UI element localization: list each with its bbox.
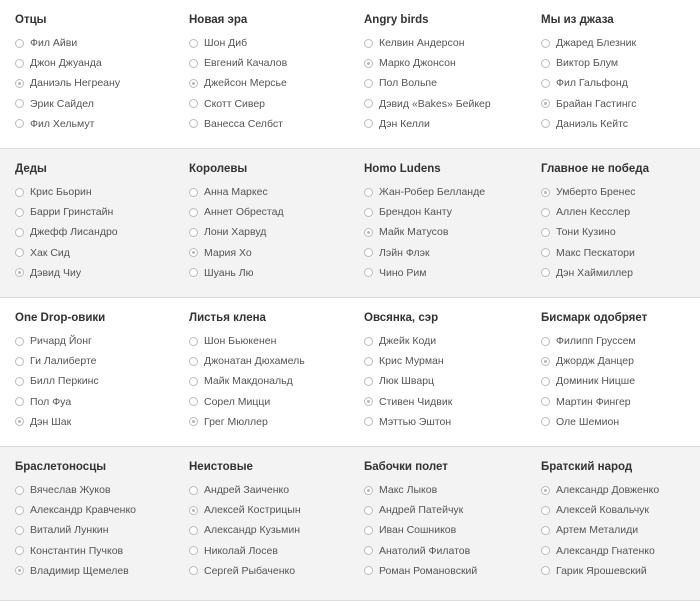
player-option[interactable] [364,73,534,93]
player-name: Макс Лыков [379,484,438,497]
player-name: Скотт Сивер [204,97,266,110]
player-option[interactable] [15,222,185,242]
player-option[interactable] [15,202,185,222]
category-group [541,13,700,134]
player-option[interactable] [189,114,359,134]
player-option[interactable] [189,94,359,114]
radio-unchecked[interactable] [364,546,373,555]
player-name: Евгений Качалов [204,57,288,70]
category-group [189,13,359,134]
category-title: Мы из джаза [541,14,614,26]
player-option[interactable] [541,73,700,93]
player-option[interactable] [541,541,700,561]
radio-unchecked[interactable] [364,526,373,535]
player-name: Мэттью Эштон [379,415,452,428]
category-section [0,0,700,149]
radio-unchecked[interactable] [189,486,198,495]
radio-unchecked[interactable] [364,268,373,277]
radio-checked[interactable] [15,417,24,426]
player-name: Джон Джуанда [30,57,102,70]
radio-unchecked[interactable] [189,337,198,346]
player-name: Лэйн Флэк [379,246,430,259]
radio-checked[interactable] [364,397,373,406]
category-group [364,460,534,581]
player-name: Александр Кузьмин [204,524,300,537]
player-name: Дэвид «Bakes» Бейкер [379,97,491,110]
radio-unchecked[interactable] [15,506,24,515]
player-name: Оле Шемион [556,415,620,428]
player-option[interactable] [364,412,534,432]
radio-checked[interactable] [15,79,24,88]
radio-unchecked[interactable] [189,119,198,128]
player-option[interactable] [15,392,185,412]
radio-unchecked[interactable] [364,119,373,128]
radio-unchecked[interactable] [15,397,24,406]
player-name: Грег Мюллер [204,415,268,428]
player-name: Шуань Лю [204,266,254,279]
player-name: Джейсон Мерсье [204,77,287,90]
radio-checked[interactable] [541,357,550,366]
player-option[interactable] [541,33,700,53]
player-name: Александр Кравченко [30,504,137,517]
player-option[interactable] [541,202,700,222]
radio-unchecked[interactable] [541,39,550,48]
radio-unchecked[interactable] [189,566,198,575]
player-option[interactable] [364,243,534,263]
player-option[interactable] [364,331,534,351]
category-group [15,311,185,432]
radio-unchecked[interactable] [189,526,198,535]
radio-unchecked[interactable] [364,357,373,366]
player-option[interactable] [189,351,359,371]
player-name: Марко Джонсон [379,57,456,70]
category-group [541,162,700,283]
player-option[interactable] [541,114,700,134]
radio-unchecked[interactable] [189,377,198,386]
radio-checked[interactable] [364,486,373,495]
player-name: Крис Мурман [379,355,444,368]
player-name: Александр Гнатенко [556,544,655,557]
radio-unchecked[interactable] [364,188,373,197]
category-title: Отцы [15,14,47,26]
radio-checked[interactable] [364,228,373,237]
player-name: Константин Пучков [30,544,124,557]
radio-unchecked[interactable] [15,208,24,217]
player-option[interactable] [15,351,185,371]
radio-checked[interactable] [189,248,198,257]
player-option[interactable] [189,480,359,500]
radio-unchecked[interactable] [15,228,24,237]
player-name: Аллен Кесслер [556,206,631,219]
radio-unchecked[interactable] [189,59,198,68]
player-name: Люк Шварц [379,375,435,388]
player-option[interactable] [364,222,534,242]
player-option[interactable] [189,371,359,391]
player-name: Джордж Данцер [556,355,634,368]
player-name: Стивен Чидвик [379,395,453,408]
category-group [15,162,185,283]
player-option[interactable] [189,33,359,53]
player-name: Тони Кузино [556,226,616,239]
radio-unchecked[interactable] [364,417,373,426]
player-option[interactable] [541,500,700,520]
player-name: Билл Перкинс [30,375,99,388]
player-name: Николай Лосев [204,544,278,557]
radio-unchecked[interactable] [541,506,550,515]
player-option[interactable] [364,263,534,283]
player-option[interactable] [541,182,700,202]
player-option[interactable] [541,222,700,242]
category-title: Браслетоносцы [15,461,107,473]
player-name: Брайан Гастингс [556,97,637,110]
player-name: Пол Фуа [30,395,72,408]
player-option[interactable] [15,520,185,540]
player-option[interactable] [541,94,700,114]
category-title: Главное не победа [541,163,649,175]
player-name: Аннет Обрестад [204,206,284,219]
radio-unchecked[interactable] [15,486,24,495]
player-option[interactable] [15,182,185,202]
player-name: Ричард Йонг [30,335,92,348]
radio-unchecked[interactable] [541,79,550,88]
radio-unchecked[interactable] [364,79,373,88]
player-name: Пол Вольпе [379,77,437,90]
radio-unchecked[interactable] [364,506,373,515]
radio-unchecked[interactable] [364,99,373,108]
radio-unchecked[interactable] [364,566,373,575]
player-option[interactable] [541,371,700,391]
player-name: Ги Лалиберте [30,355,97,368]
radio-unchecked[interactable] [541,337,550,346]
player-name: Джефф Лисандро [30,226,118,239]
category-group [15,13,185,134]
category-group [541,311,700,432]
radio-unchecked[interactable] [189,208,198,217]
player-name: Вячеслав Жуков [30,484,111,497]
radio-checked[interactable] [364,59,373,68]
player-name: Дэн Келли [379,117,430,130]
player-option[interactable] [15,73,185,93]
player-name: Дэн Хаймиллер [556,266,633,279]
radio-unchecked[interactable] [15,59,24,68]
player-option[interactable] [364,53,534,73]
radio-unchecked[interactable] [541,546,550,555]
category-title: Бабочки полет [364,461,448,473]
player-option[interactable] [189,182,359,202]
category-section [0,149,700,298]
player-option[interactable] [189,520,359,540]
player-name: Умберто Бренес [556,186,636,199]
radio-unchecked[interactable] [15,119,24,128]
player-option[interactable] [541,520,700,540]
radio-unchecked[interactable] [15,188,24,197]
radio-unchecked[interactable] [15,337,24,346]
category-section [0,298,700,447]
player-option[interactable] [364,33,534,53]
category-group [189,311,359,432]
player-name: Анна Маркес [204,186,268,199]
player-name: Сорел Мицци [204,395,271,408]
player-option[interactable] [189,243,359,263]
category-group [189,460,359,581]
player-name: Гарик Ярошевский [556,564,647,577]
player-name: Макс Пескатори [556,246,635,259]
player-option[interactable] [15,33,185,53]
radio-unchecked[interactable] [189,268,198,277]
player-name: Иван Сошников [379,524,457,537]
player-option[interactable] [364,182,534,202]
category-group [364,162,534,283]
radio-unchecked[interactable] [15,546,24,555]
player-option[interactable] [364,480,534,500]
radio-unchecked[interactable] [541,417,550,426]
player-option[interactable] [189,541,359,561]
player-name: Роман Романовский [379,564,478,577]
player-option[interactable] [541,331,700,351]
radio-checked[interactable] [541,188,550,197]
player-option[interactable] [541,243,700,263]
radio-unchecked[interactable] [541,248,550,257]
player-name: Дэн Шак [30,415,72,428]
player-option[interactable] [15,412,185,432]
radio-unchecked[interactable] [189,546,198,555]
player-option[interactable] [15,331,185,351]
radio-unchecked[interactable] [15,39,24,48]
player-name: Виталий Лункин [30,524,109,537]
player-name: Джаред Блезник [556,37,637,50]
category-title: Angry birds [364,14,429,26]
player-name: Алексей Ковальчук [556,504,650,517]
radio-checked[interactable] [15,268,24,277]
radio-unchecked[interactable] [15,357,24,366]
player-option[interactable] [189,222,359,242]
player-option[interactable] [189,202,359,222]
radio-unchecked[interactable] [189,99,198,108]
player-option[interactable] [189,392,359,412]
player-option[interactable] [189,412,359,432]
radio-unchecked[interactable] [364,248,373,257]
player-option[interactable] [364,392,534,412]
radio-unchecked[interactable] [189,39,198,48]
radio-unchecked[interactable] [189,397,198,406]
player-option[interactable] [541,53,700,73]
category-title: Деды [15,163,47,175]
radio-checked[interactable] [541,486,550,495]
player-option[interactable] [189,73,359,93]
category-title: Бисмарк одобряет [541,312,648,324]
player-name: Лони Харвуд [204,226,267,239]
player-name: Хак Сид [30,246,70,259]
radio-unchecked[interactable] [541,119,550,128]
radio-unchecked[interactable] [541,566,550,575]
player-name: Майк Макдональд [204,375,293,388]
player-option[interactable] [541,263,700,283]
radio-unchecked[interactable] [541,59,550,68]
player-name: Мартин Фингер [556,395,631,408]
player-name: Артем Металиди [556,524,639,537]
player-option[interactable] [364,561,534,581]
player-option[interactable] [364,520,534,540]
category-section [0,447,700,601]
player-name: Жан-Робер Белланде [379,186,486,199]
player-name: Эрик Сайдел [30,97,94,110]
player-option[interactable] [15,500,185,520]
player-option[interactable] [15,53,185,73]
player-name: Фил Айви [30,37,78,50]
player-option[interactable] [15,541,185,561]
player-name: Майк Матусов [379,226,449,239]
player-option[interactable] [364,500,534,520]
player-option[interactable] [15,561,185,581]
player-name: Дэвид Чиу [30,266,82,279]
player-option[interactable] [541,392,700,412]
player-option[interactable] [541,480,700,500]
radio-unchecked[interactable] [189,357,198,366]
radio-checked[interactable] [189,417,198,426]
player-name: Доминик Ницше [556,375,636,388]
player-option[interactable] [189,53,359,73]
player-name: Владимир Щемелев [30,564,129,577]
player-option[interactable] [15,243,185,263]
radio-checked[interactable] [189,79,198,88]
radio-unchecked[interactable] [541,208,550,217]
player-name: Андрей Заиченко [204,484,290,497]
player-name: Келвин Андерсон [379,37,465,50]
player-name: Крис Бьорин [30,186,92,199]
player-name: Барри Гринстайн [30,206,114,219]
player-option[interactable] [15,371,185,391]
player-name: Ванесса Селбст [204,117,283,130]
player-option[interactable] [364,541,534,561]
player-name: Брендон Канту [379,206,452,219]
player-option[interactable] [364,351,534,371]
player-name: Фил Гальфонд [556,77,628,90]
player-name: Даниэль Негреану [30,77,121,90]
player-name: Чино Рим [379,266,427,279]
player-option[interactable] [189,331,359,351]
category-group [15,460,185,581]
player-option[interactable] [364,94,534,114]
radio-checked[interactable] [15,566,24,575]
category-group [364,13,534,134]
radio-unchecked[interactable] [189,188,198,197]
radio-unchecked[interactable] [541,526,550,535]
player-option[interactable] [15,114,185,134]
category-title: Homo Ludens [364,163,441,175]
category-title: Новая эра [189,14,248,26]
radio-unchecked[interactable] [15,377,24,386]
player-name: Шон Бьюкенен [204,335,277,348]
player-option[interactable] [15,480,185,500]
radio-checked[interactable] [541,99,550,108]
player-name: Шон Диб [204,37,248,50]
player-name: Фил Хельмут [30,117,95,130]
player-name: Андрей Патейчук [379,504,464,517]
player-name: Александр Довженко [556,484,660,497]
player-option[interactable] [541,351,700,371]
radio-unchecked[interactable] [189,228,198,237]
player-name: Сергей Рыбаченко [204,564,296,577]
category-group [364,311,534,432]
category-group [189,162,359,283]
player-name: Анатолий Филатов [379,544,471,557]
category-group [541,460,700,581]
radio-unchecked[interactable] [541,397,550,406]
player-name: Виктор Блум [556,57,619,70]
radio-checked[interactable] [189,506,198,515]
player-name: Даниэль Кейтс [556,117,629,130]
player-option[interactable] [189,561,359,581]
player-name: Джонатан Дюхамель [204,355,305,368]
radio-unchecked[interactable] [541,228,550,237]
radio-unchecked[interactable] [15,526,24,535]
category-title: Овсянка, сэр [364,312,439,324]
player-option[interactable] [541,561,700,581]
category-title: Королевы [189,163,248,175]
player-name: Алексей Кострицын [204,504,301,517]
player-option[interactable] [15,263,185,283]
radio-unchecked[interactable] [364,39,373,48]
radio-unchecked[interactable] [541,377,550,386]
player-option[interactable] [541,412,700,432]
player-name: Мария Хо [204,246,252,259]
player-option[interactable] [364,371,534,391]
player-option[interactable] [189,263,359,283]
player-option[interactable] [189,500,359,520]
player-name: Джейк Коди [379,335,437,348]
radio-unchecked[interactable] [15,99,24,108]
radio-unchecked[interactable] [541,268,550,277]
category-title: Листья клена [189,312,266,324]
player-option[interactable] [364,114,534,134]
category-title: One Drop-овики [15,312,106,324]
player-option[interactable] [15,94,185,114]
radio-unchecked[interactable] [364,337,373,346]
radio-unchecked[interactable] [364,377,373,386]
radio-unchecked[interactable] [364,208,373,217]
category-title: Неистовые [189,461,253,473]
player-name: Филипп Груссем [556,335,636,348]
category-title: Братский народ [541,461,633,473]
radio-unchecked[interactable] [15,248,24,257]
player-option[interactable] [364,202,534,222]
